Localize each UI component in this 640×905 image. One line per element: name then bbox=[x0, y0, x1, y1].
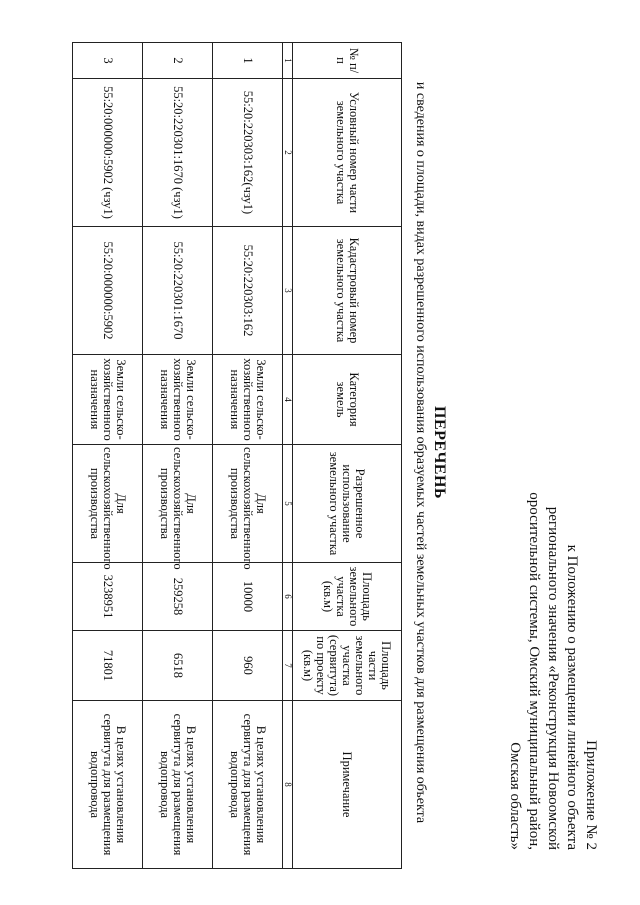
table-cell: 55:20:220301:1670 (чзу1) bbox=[143, 79, 213, 227]
table-cell: 71801 bbox=[73, 631, 143, 701]
table-cell: 3238951 bbox=[73, 563, 143, 631]
table-cell: В целях установления сервитута для размещения водопровода bbox=[73, 701, 143, 869]
column-number-row bbox=[283, 43, 293, 869]
table-cell: Земли сельско-хозяйственного назначения bbox=[213, 355, 283, 445]
header-cell: Кадастровый номер земельного участка bbox=[293, 227, 402, 355]
table-cell: 55:20:000000:5902 (чзу1) bbox=[73, 79, 143, 227]
table-row bbox=[143, 43, 213, 869]
column-number: 3 bbox=[283, 227, 293, 355]
table-cell: 55:20:000000:5902 bbox=[73, 227, 143, 355]
table-cell: 55:20:220301:1670 bbox=[143, 227, 213, 355]
table-cell: 6518 bbox=[143, 631, 213, 701]
table-cell: 55:20:220303:162 bbox=[213, 227, 283, 355]
appendix-line: регионального значения «Реконструкция Новоомской bbox=[545, 506, 561, 850]
header-cell: Категория земель bbox=[293, 355, 402, 445]
table-cell: Земли сельско-хозяйственного назначения bbox=[73, 355, 143, 445]
header-cell: № п/п bbox=[293, 43, 402, 79]
column-number: 4 bbox=[283, 355, 293, 445]
column-number: 6 bbox=[283, 563, 293, 631]
column-number: 1 bbox=[283, 43, 293, 79]
header-cell: Площадь земельного участка (кв.м) bbox=[293, 563, 402, 631]
column-number: 8 bbox=[283, 701, 293, 869]
document-subtitle: и сведения о площади, видах разрешенного использования образуемых частей земельных участков для размещения объекта bbox=[413, 81, 428, 824]
document-title: ПЕРЕЧЕНЬ bbox=[431, 406, 448, 499]
table-row bbox=[213, 43, 283, 869]
table-cell: 55:20:220303:162(чзу1) bbox=[213, 79, 283, 227]
table-cell: 1 bbox=[213, 43, 283, 79]
table-cell: 10000 bbox=[213, 563, 283, 631]
table-cell: Для сельскохозяйственного производства bbox=[73, 445, 143, 563]
table-header-row bbox=[293, 43, 402, 869]
table-cell: 2 bbox=[143, 43, 213, 79]
table-cell: Земли сельско-хозяйственного назначения bbox=[143, 355, 213, 445]
table-cell: 259258 bbox=[143, 563, 213, 631]
appendix-line: Омская область» bbox=[507, 742, 523, 850]
column-number: 2 bbox=[283, 79, 293, 227]
table-cell: Для сельскохозяйственного производства bbox=[143, 445, 213, 563]
column-number: 5 bbox=[283, 445, 293, 563]
column-number: 7 bbox=[283, 631, 293, 701]
header-cell: Площадь части земельного участка (сервитута) по проекту (кв.м) bbox=[293, 631, 402, 701]
header-cell: Разрешенное использование земельного участка bbox=[293, 445, 402, 563]
table-cell: Для сельскохозяйственного производства bbox=[213, 445, 283, 563]
appendix-line: к Положению о размещении линейного объекта bbox=[564, 544, 580, 850]
land-plots-table bbox=[72, 42, 402, 869]
table-cell: 960 bbox=[213, 631, 283, 701]
header-cell: Условный номер части земельного участка bbox=[293, 79, 402, 227]
header-cell: Примечание bbox=[293, 701, 402, 869]
table-cell: В целях установления сервитута для размещения водопровода bbox=[213, 701, 283, 869]
appendix-line: Приложение № 2 bbox=[583, 740, 599, 850]
table-cell: В целях установления сервитута для размещения водопровода bbox=[143, 701, 213, 869]
appendix-note bbox=[505, 350, 600, 850]
appendix-line: оросительной системы, Омский муниципальный район, bbox=[526, 492, 542, 850]
table-cell: 3 bbox=[73, 43, 143, 79]
table-row bbox=[73, 43, 143, 869]
